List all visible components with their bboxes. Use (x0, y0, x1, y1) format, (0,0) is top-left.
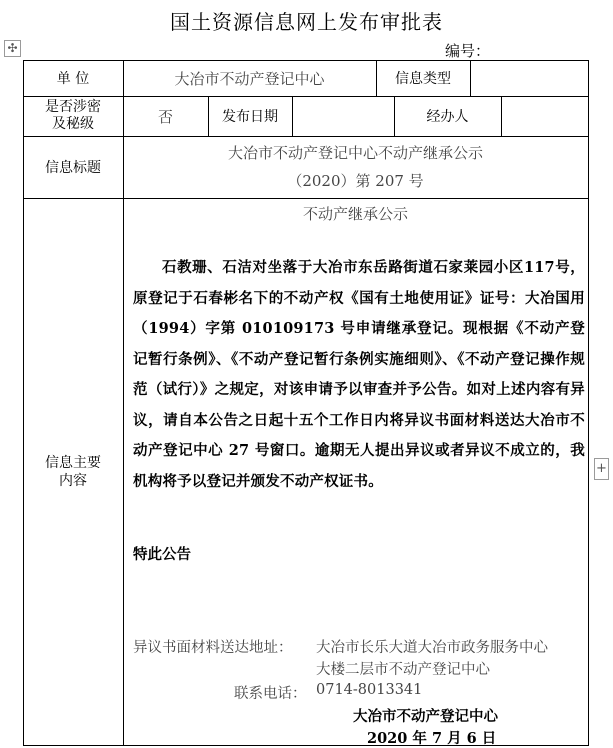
handler-value[interactable] (501, 96, 588, 136)
form-title: 国土资源信息网上发布审批表 (170, 10, 443, 34)
main-content-label-line1: 信息主要 (45, 454, 101, 471)
publish-date-label: 发布日期 (222, 109, 278, 125)
main-content-label (23, 198, 123, 745)
table-border-bottom (23, 745, 589, 746)
main-content-label-line2: 内容 (59, 472, 87, 489)
number-label: 编号： (445, 42, 491, 60)
confidential-value[interactable]: 否 (157, 107, 173, 126)
info-type-value[interactable] (470, 60, 588, 96)
table-border-right (588, 60, 589, 746)
notice-closing: 特此公告 (133, 546, 191, 563)
info-title-label: 信息标题 (45, 160, 101, 176)
add-row-handle-icon[interactable]: + (594, 458, 609, 480)
confidential-label (23, 96, 123, 136)
address-line2: 大楼二层市不动产登记中心 (316, 662, 490, 678)
approval-table (23, 60, 589, 746)
address-line1: 大冶市长乐大道大冶市政务服务中心 (316, 640, 548, 656)
signature: 大冶市不动产登记中心 (353, 708, 498, 725)
unit-value[interactable]: 大冶市不动产登记中心 (174, 69, 325, 88)
phone-label: 联系电话： (234, 686, 307, 702)
table-move-handle-icon[interactable]: ✣ (4, 40, 21, 57)
info-type-label: 信息类型 (395, 71, 451, 87)
address-label: 异议书面材料送达地址： (133, 640, 293, 656)
confidential-label-line2: 及秘级 (52, 116, 94, 132)
notice-heading: 不动产继承公示 (302, 205, 408, 223)
unit-label: 单 位 (56, 71, 90, 87)
publish-date-value[interactable] (292, 96, 394, 136)
info-title-line1: 大冶市不动产登记中心不动产继承公示 (227, 144, 483, 162)
confidential-label-line1: 是否涉密 (45, 99, 101, 115)
notice-body: 石教珊、石洁对坐落于大冶市东岳路街道石家莱园小区117号，原登记于石春彬名下的不动产权《国有土地使用证》证号：大冶国用（1994）字第 010109173 号申请继承登记。现根据《不动产登记暂行条例》、《不动产登记暂行条例实施细则》、《不动产登记操作规范（试行）》之规定，对该申请予以审查并予公告。如对上述内容有异议，请自本公告之日起十五个工作日内将异议书面材料送达大冶市不动产登记中心 27 号窗口。逾期无人提出异议或者异议不成立的，我机构将予以登记并颁发不动产权证书。 (133, 259, 585, 490)
handler-label: 经办人 (426, 109, 469, 125)
phone-number: 0714-8013341 (316, 682, 423, 698)
info-title-value[interactable] (123, 136, 588, 198)
info-title-line2: （2020）第 207 号 (287, 172, 424, 190)
notice-date: 2020 年 7 月 6 日 (367, 730, 497, 747)
